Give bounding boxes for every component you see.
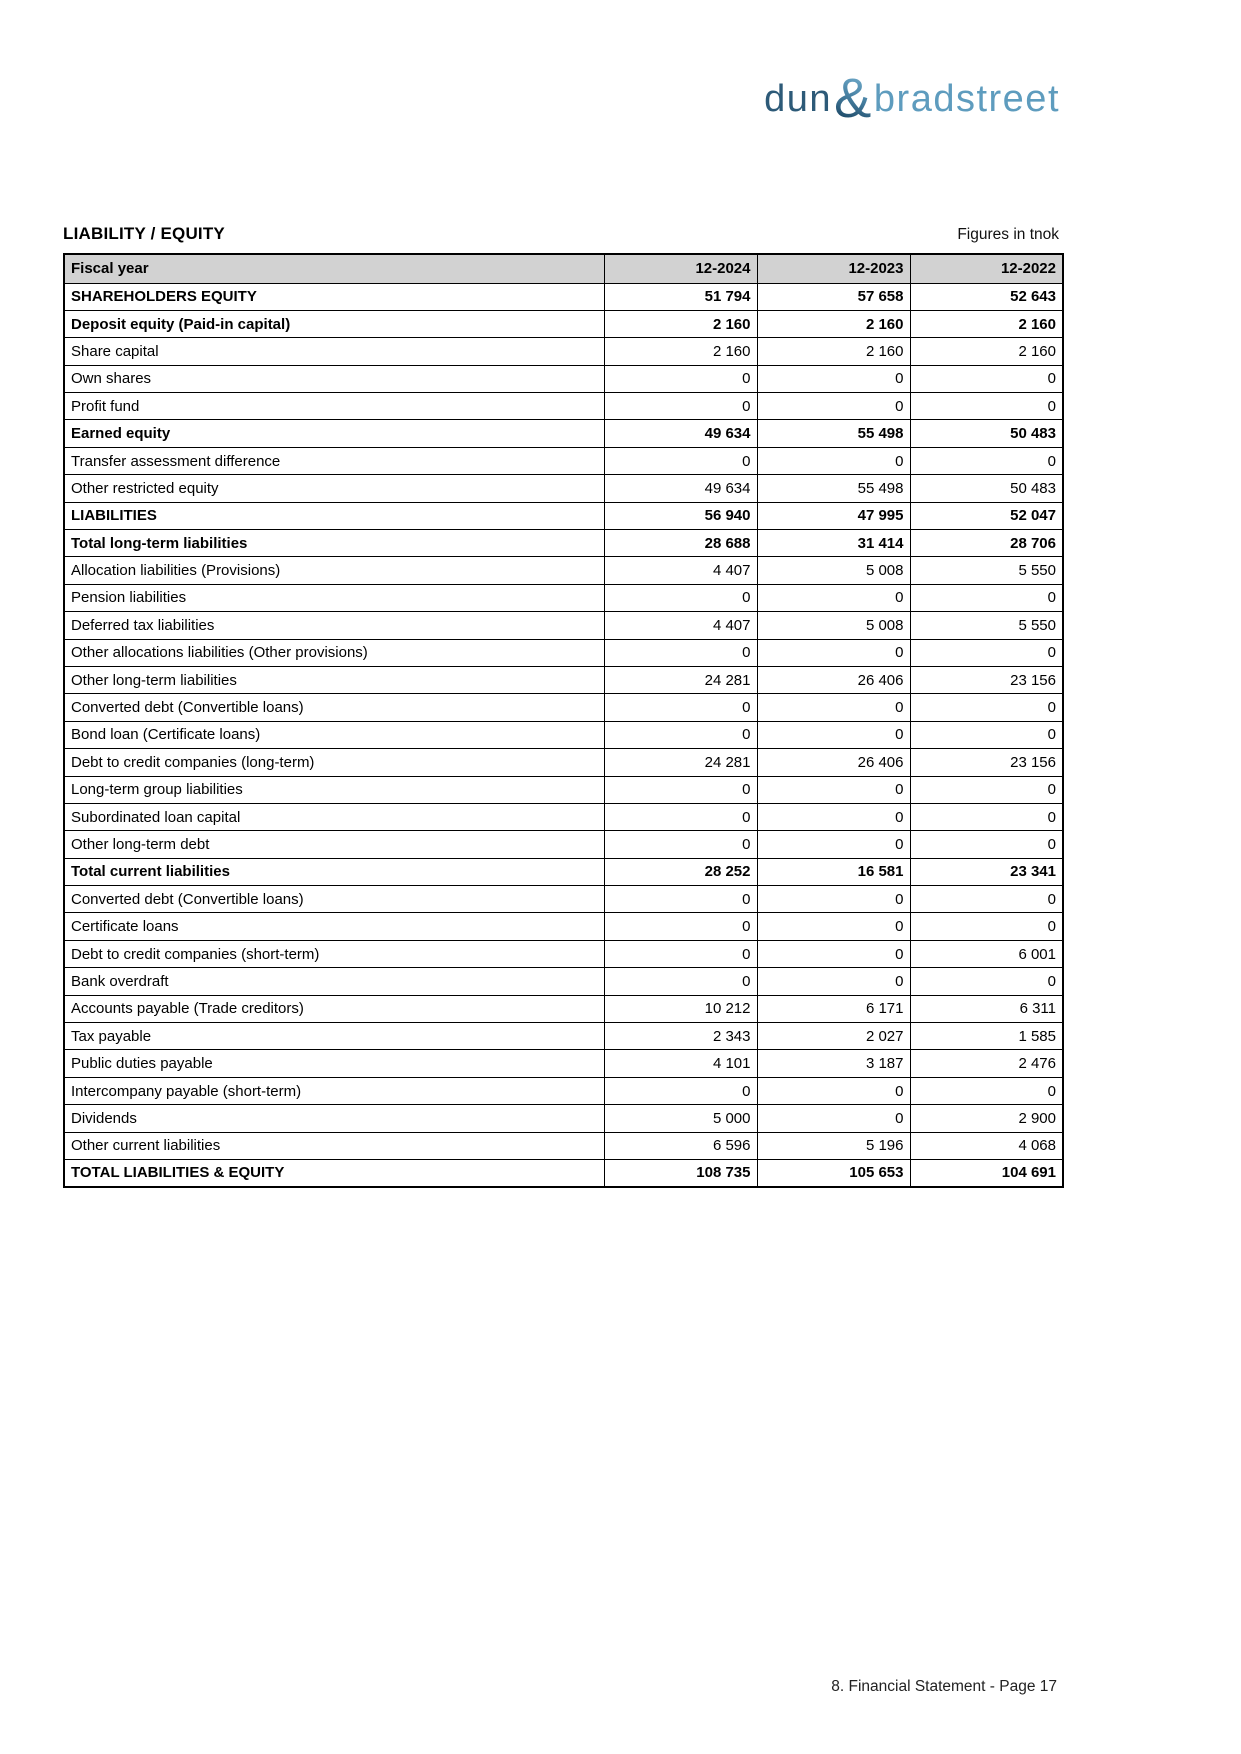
row-value: 0 [757, 831, 910, 858]
row-label: Own shares [64, 365, 604, 392]
row-value: 10 212 [604, 995, 757, 1022]
row-value: 50 483 [910, 475, 1063, 502]
row-value: 26 406 [757, 666, 910, 693]
row-value: 0 [604, 639, 757, 666]
table-row [64, 612, 1063, 639]
table-row [64, 913, 1063, 940]
row-value: 49 634 [604, 420, 757, 447]
row-value: 2 160 [604, 338, 757, 365]
column-header-12-2022: 12-2022 [910, 254, 1063, 283]
row-label: Intercompany payable (short-term) [64, 1077, 604, 1104]
ampersand-icon: & [834, 66, 873, 129]
row-value: 0 [604, 1077, 757, 1104]
table-row [64, 968, 1063, 995]
row-value: 2 027 [757, 1023, 910, 1050]
row-value: 4 101 [604, 1050, 757, 1077]
table-header-row [64, 254, 1063, 283]
row-value: 0 [604, 803, 757, 830]
row-value: 0 [910, 831, 1063, 858]
row-value: 28 688 [604, 530, 757, 557]
row-value: 5 008 [757, 557, 910, 584]
row-label: Subordinated loan capital [64, 803, 604, 830]
table-row [64, 721, 1063, 748]
row-value: 50 483 [910, 420, 1063, 447]
row-value: 2 160 [604, 310, 757, 337]
row-value: 0 [757, 584, 910, 611]
row-value: 4 068 [910, 1132, 1063, 1159]
row-value: 0 [604, 694, 757, 721]
row-value: 3 187 [757, 1050, 910, 1077]
row-value: 2 476 [910, 1050, 1063, 1077]
row-value: 0 [604, 721, 757, 748]
row-value: 0 [757, 803, 910, 830]
dun-bradstreet-logo [764, 64, 1060, 129]
table-row [64, 557, 1063, 584]
table-row [64, 310, 1063, 337]
row-value: 23 156 [910, 749, 1063, 776]
row-value: 4 407 [604, 557, 757, 584]
row-value: 5 550 [910, 612, 1063, 639]
table-row [64, 639, 1063, 666]
row-value: 0 [757, 968, 910, 995]
table-row [64, 776, 1063, 803]
row-value: 55 498 [757, 475, 910, 502]
table-row [64, 803, 1063, 830]
row-value: 0 [910, 968, 1063, 995]
row-value: 52 643 [910, 283, 1063, 310]
row-value: 0 [604, 447, 757, 474]
row-label: Debt to credit companies (long-term) [64, 749, 604, 776]
table-row [64, 858, 1063, 885]
row-value: 0 [604, 913, 757, 940]
row-value: 0 [604, 968, 757, 995]
row-label: Other long-term liabilities [64, 666, 604, 693]
row-value: 0 [910, 913, 1063, 940]
row-label: Earned equity [64, 420, 604, 447]
row-label: Total long-term liabilities [64, 530, 604, 557]
table-row [64, 1160, 1063, 1187]
row-value: 24 281 [604, 749, 757, 776]
table-row [64, 475, 1063, 502]
table-row [64, 1077, 1063, 1104]
row-value: 0 [604, 584, 757, 611]
row-value: 0 [757, 721, 910, 748]
table-row [64, 584, 1063, 611]
logo-text-dun: dun [764, 78, 833, 120]
table-row [64, 283, 1063, 310]
row-label: Pension liabilities [64, 584, 604, 611]
row-value: 23 341 [910, 858, 1063, 885]
row-label: Other current liabilities [64, 1132, 604, 1159]
table-row [64, 1132, 1063, 1159]
row-label: SHAREHOLDERS EQUITY [64, 283, 604, 310]
row-value: 6 596 [604, 1132, 757, 1159]
row-value: 0 [757, 913, 910, 940]
table-row [64, 393, 1063, 420]
row-label: TOTAL LIABILITIES & EQUITY [64, 1160, 604, 1187]
row-value: 0 [757, 639, 910, 666]
table-row [64, 1050, 1063, 1077]
section-title: LIABILITY / EQUITY [63, 224, 225, 243]
row-label: Other restricted equity [64, 475, 604, 502]
title-row [63, 224, 1059, 244]
table-row [64, 749, 1063, 776]
row-label: Certificate loans [64, 913, 604, 940]
row-value: 5 000 [604, 1105, 757, 1132]
row-value: 0 [604, 393, 757, 420]
row-label: Dividends [64, 1105, 604, 1132]
row-label: Tax payable [64, 1023, 604, 1050]
row-value: 55 498 [757, 420, 910, 447]
row-value: 2 160 [757, 310, 910, 337]
row-value: 0 [910, 776, 1063, 803]
liability-equity-table [63, 253, 1064, 1188]
table-row [64, 338, 1063, 365]
row-label: Debt to credit companies (short-term) [64, 940, 604, 967]
row-value: 0 [757, 776, 910, 803]
row-value: 52 047 [910, 502, 1063, 529]
table-row [64, 666, 1063, 693]
row-value: 0 [910, 1077, 1063, 1104]
row-value: 0 [757, 940, 910, 967]
row-value: 0 [910, 803, 1063, 830]
table-row [64, 831, 1063, 858]
row-value: 0 [757, 1077, 910, 1104]
row-label: Allocation liabilities (Provisions) [64, 557, 604, 584]
row-value: 6 001 [910, 940, 1063, 967]
row-value: 6 171 [757, 995, 910, 1022]
row-value: 0 [910, 447, 1063, 474]
row-value: 0 [910, 393, 1063, 420]
row-value: 0 [757, 365, 910, 392]
row-value: 2 160 [910, 338, 1063, 365]
row-value: 0 [910, 584, 1063, 611]
row-value: 6 311 [910, 995, 1063, 1022]
table-row [64, 502, 1063, 529]
row-value: 5 196 [757, 1132, 910, 1159]
row-value: 51 794 [604, 283, 757, 310]
row-label: Deferred tax liabilities [64, 612, 604, 639]
row-label: Other allocations liabilities (Other provisions) [64, 639, 604, 666]
row-value: 0 [910, 639, 1063, 666]
row-value: 47 995 [757, 502, 910, 529]
row-label: Total current liabilities [64, 858, 604, 885]
table-row [64, 365, 1063, 392]
row-value: 4 407 [604, 612, 757, 639]
row-value: 0 [910, 694, 1063, 721]
row-value: 2 160 [757, 338, 910, 365]
row-value: 57 658 [757, 283, 910, 310]
row-value: 5 550 [910, 557, 1063, 584]
row-value: 0 [910, 365, 1063, 392]
row-value: 108 735 [604, 1160, 757, 1187]
row-value: 0 [604, 886, 757, 913]
row-value: 0 [604, 940, 757, 967]
row-label: Transfer assessment difference [64, 447, 604, 474]
table-row [64, 447, 1063, 474]
row-value: 26 406 [757, 749, 910, 776]
table-row [64, 420, 1063, 447]
row-label: Share capital [64, 338, 604, 365]
row-value: 1 585 [910, 1023, 1063, 1050]
row-value: 0 [757, 393, 910, 420]
row-value: 16 581 [757, 858, 910, 885]
table-row [64, 940, 1063, 967]
row-value: 5 008 [757, 612, 910, 639]
table-row [64, 694, 1063, 721]
row-value: 23 156 [910, 666, 1063, 693]
row-value: 104 691 [910, 1160, 1063, 1187]
row-value: 0 [757, 886, 910, 913]
table-row [64, 530, 1063, 557]
row-value: 49 634 [604, 475, 757, 502]
row-value: 0 [757, 1105, 910, 1132]
row-value: 0 [910, 721, 1063, 748]
row-value: 56 940 [604, 502, 757, 529]
row-label: Accounts payable (Trade creditors) [64, 995, 604, 1022]
row-value: 28 706 [910, 530, 1063, 557]
table-row [64, 1023, 1063, 1050]
row-label: Converted debt (Convertible loans) [64, 886, 604, 913]
table-row [64, 1105, 1063, 1132]
row-label: Public duties payable [64, 1050, 604, 1077]
row-value: 0 [757, 694, 910, 721]
figures-unit-note: Figures in tnok [957, 226, 1059, 243]
row-value: 105 653 [757, 1160, 910, 1187]
table-row [64, 886, 1063, 913]
page-footer: 8. Financial Statement - Page 17 [831, 1678, 1057, 1695]
row-value: 0 [604, 776, 757, 803]
row-label: LIABILITIES [64, 502, 604, 529]
row-value: 0 [757, 447, 910, 474]
row-label: Profit fund [64, 393, 604, 420]
row-label: Other long-term debt [64, 831, 604, 858]
row-label: Long-term group liabilities [64, 776, 604, 803]
row-value: 0 [604, 831, 757, 858]
row-value: 0 [910, 886, 1063, 913]
row-value: 2 900 [910, 1105, 1063, 1132]
row-value: 31 414 [757, 530, 910, 557]
row-value: 24 281 [604, 666, 757, 693]
column-header-12-2024: 12-2024 [604, 254, 757, 283]
row-value: 28 252 [604, 858, 757, 885]
row-label: Bank overdraft [64, 968, 604, 995]
row-label: Deposit equity (Paid-in capital) [64, 310, 604, 337]
row-value: 2 343 [604, 1023, 757, 1050]
row-value: 2 160 [910, 310, 1063, 337]
row-label: Bond loan (Certificate loans) [64, 721, 604, 748]
row-label: Converted debt (Convertible loans) [64, 694, 604, 721]
column-header-12-2023: 12-2023 [757, 254, 910, 283]
fiscal-year-header-cell: Fiscal year [64, 254, 604, 283]
table-row [64, 995, 1063, 1022]
logo-text-bradstreet: bradstreet [873, 78, 1060, 120]
row-value: 0 [604, 365, 757, 392]
